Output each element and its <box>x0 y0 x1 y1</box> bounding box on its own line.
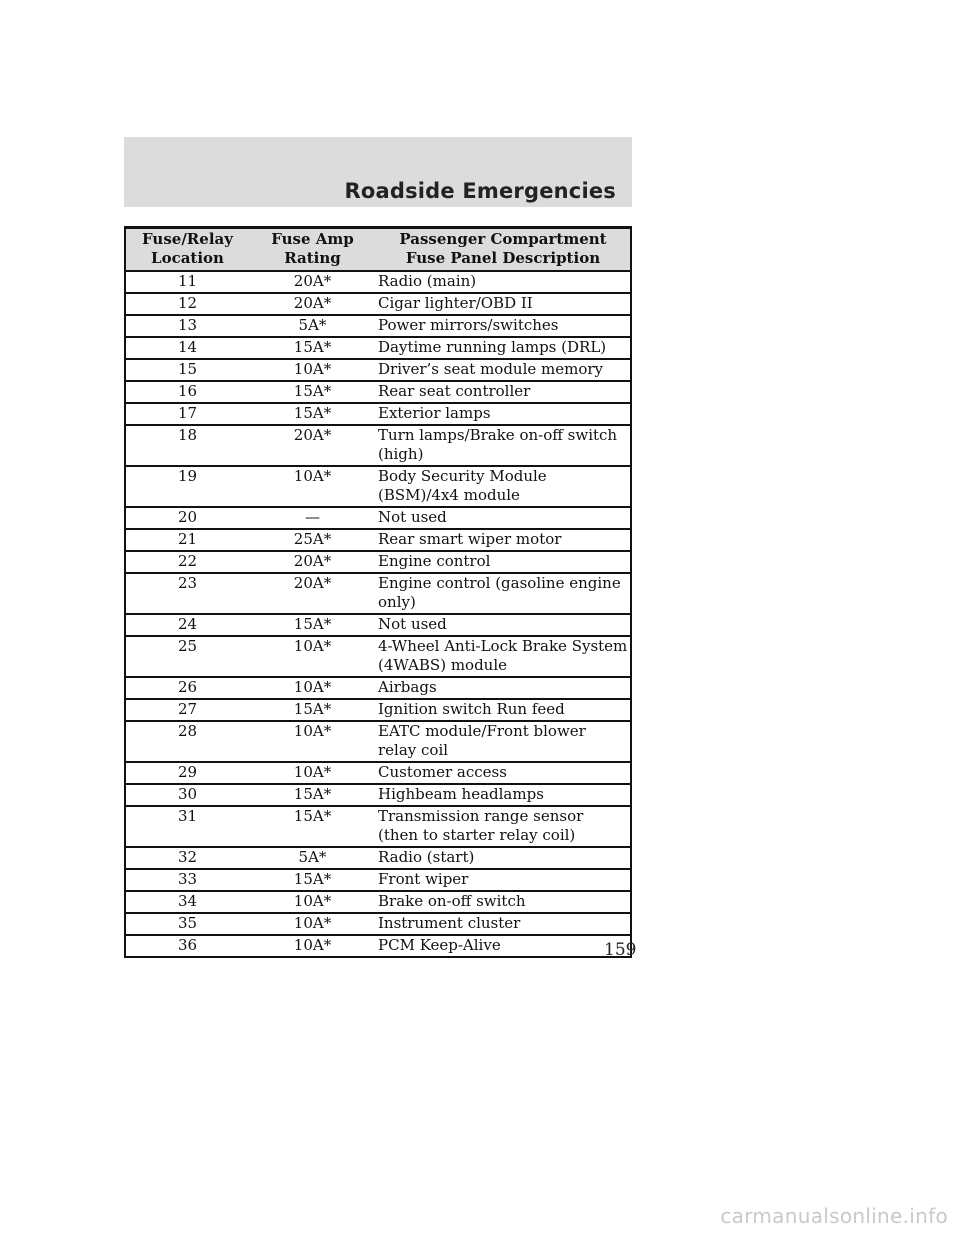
fuse-description-cell: Radio (start) <box>374 847 632 869</box>
fuse-rating-cell: 10A* <box>251 762 374 784</box>
fuse-description-cell: Rear seat controller <box>374 381 632 403</box>
table-row <box>124 359 632 381</box>
table-row <box>124 869 632 891</box>
fuse-rating-cell: 10A* <box>251 359 374 381</box>
table-row <box>124 891 632 913</box>
fuse-rating-cell: 10A* <box>251 677 374 699</box>
fuse-location-cell: 28 <box>124 721 251 762</box>
fuse-description-cell: Exterior lamps <box>374 403 632 425</box>
table-row <box>124 425 632 466</box>
table-row <box>124 573 632 614</box>
table-header-row <box>124 228 632 272</box>
column-header-location: Fuse/Relay Location <box>124 228 251 272</box>
section-title: Roadside Emergencies <box>344 179 616 203</box>
fuse-description-cell: Engine control (gasoline engine only) <box>374 573 632 614</box>
fuse-location-cell: 26 <box>124 677 251 699</box>
fuse-location-cell: 14 <box>124 337 251 359</box>
table-body <box>124 271 632 957</box>
fuse-location-cell: 30 <box>124 784 251 806</box>
fuse-rating-cell: 15A* <box>251 381 374 403</box>
fuse-location-cell: 25 <box>124 636 251 677</box>
fuse-rating-cell: 5A* <box>251 847 374 869</box>
fuse-description-cell: Rear smart wiper motor <box>374 529 632 551</box>
table-row <box>124 806 632 847</box>
fuse-location-cell: 12 <box>124 293 251 315</box>
fuse-rating-cell: 20A* <box>251 271 374 293</box>
fuse-location-cell: 21 <box>124 529 251 551</box>
fuse-location-cell: 15 <box>124 359 251 381</box>
table-row <box>124 677 632 699</box>
fuse-description-cell: Not used <box>374 507 632 529</box>
watermark: carmanualsonline.info <box>720 1204 948 1228</box>
table-row <box>124 315 632 337</box>
fuse-description-cell: Customer access <box>374 762 632 784</box>
table-row <box>124 762 632 784</box>
table-row <box>124 935 632 957</box>
fuse-description-cell: Highbeam headlamps <box>374 784 632 806</box>
fuse-description-cell: Cigar lighter/OBD II <box>374 293 632 315</box>
fuse-description-cell: Front wiper <box>374 869 632 891</box>
column-header-rating: Fuse Amp Rating <box>251 228 374 272</box>
fuse-rating-cell: 10A* <box>251 466 374 507</box>
fuse-location-cell: 31 <box>124 806 251 847</box>
fuse-description-cell: Body Security Module (BSM)/4x4 module <box>374 466 632 507</box>
fuse-location-cell: 33 <box>124 869 251 891</box>
table-row <box>124 529 632 551</box>
fuse-location-cell: 16 <box>124 381 251 403</box>
table-row <box>124 507 632 529</box>
table-row <box>124 614 632 636</box>
fuse-description-cell: 4-Wheel Anti-Lock Brake System (4WABS) module <box>374 636 632 677</box>
fuse-location-cell: 32 <box>124 847 251 869</box>
fuse-rating-cell: 15A* <box>251 614 374 636</box>
fuse-rating-cell: 20A* <box>251 573 374 614</box>
table-row <box>124 699 632 721</box>
page-number: 159 <box>604 940 637 960</box>
fuse-location-cell: 18 <box>124 425 251 466</box>
fuse-description-cell: Ignition switch Run feed <box>374 699 632 721</box>
fuse-rating-cell: 15A* <box>251 869 374 891</box>
fuse-description-cell: Brake on-off switch <box>374 891 632 913</box>
table-row <box>124 636 632 677</box>
table-row <box>124 784 632 806</box>
fuse-rating-cell: 10A* <box>251 891 374 913</box>
fuse-location-cell: 36 <box>124 935 251 957</box>
table-row <box>124 293 632 315</box>
fuse-rating-cell: 5A* <box>251 315 374 337</box>
table-row <box>124 721 632 762</box>
fuse-rating-cell: 10A* <box>251 636 374 677</box>
fuse-description-cell: Instrument cluster <box>374 913 632 935</box>
fuse-rating-cell: 20A* <box>251 551 374 573</box>
table-row <box>124 913 632 935</box>
table-row <box>124 847 632 869</box>
fuse-rating-cell: 20A* <box>251 425 374 466</box>
fuse-location-cell: 13 <box>124 315 251 337</box>
fuse-location-cell: 35 <box>124 913 251 935</box>
fuse-rating-cell: 10A* <box>251 913 374 935</box>
fuse-description-cell: Driver’s seat module memory <box>374 359 632 381</box>
fuse-description-cell: Transmission range sensor (then to starter relay coil) <box>374 806 632 847</box>
fuse-rating-cell: 15A* <box>251 699 374 721</box>
fuse-rating-cell: 15A* <box>251 784 374 806</box>
table-row <box>124 466 632 507</box>
fuse-description-cell: Power mirrors/switches <box>374 315 632 337</box>
column-header-description: Passenger Compartment Fuse Panel Description <box>374 228 632 272</box>
fuse-rating-cell: 15A* <box>251 806 374 847</box>
fuse-description-cell: Engine control <box>374 551 632 573</box>
fuse-location-cell: 11 <box>124 271 251 293</box>
fuse-rating-cell: 10A* <box>251 721 374 762</box>
fuse-description-cell: Airbags <box>374 677 632 699</box>
table-row <box>124 403 632 425</box>
fuse-location-cell: 24 <box>124 614 251 636</box>
fuse-location-cell: 19 <box>124 466 251 507</box>
fuse-location-cell: 34 <box>124 891 251 913</box>
fuse-description-cell: Not used <box>374 614 632 636</box>
fuse-description-cell: EATC module/Front blower relay coil <box>374 721 632 762</box>
fuse-rating-cell: 20A* <box>251 293 374 315</box>
fuse-description-cell: Daytime running lamps (DRL) <box>374 337 632 359</box>
section-header-band <box>124 137 632 207</box>
fuse-rating-cell: 15A* <box>251 403 374 425</box>
fuse-description-cell: Turn lamps/Brake on-off switch (high) <box>374 425 632 466</box>
table-row <box>124 551 632 573</box>
fuse-description-cell: Radio (main) <box>374 271 632 293</box>
fuse-rating-cell: 25A* <box>251 529 374 551</box>
table-row <box>124 381 632 403</box>
table-row <box>124 337 632 359</box>
fuse-location-cell: 22 <box>124 551 251 573</box>
table-row <box>124 271 632 293</box>
fuse-location-cell: 17 <box>124 403 251 425</box>
fuse-location-cell: 23 <box>124 573 251 614</box>
fuse-description-cell: PCM Keep-Alive <box>374 935 632 957</box>
fuse-location-cell: 20 <box>124 507 251 529</box>
fuse-location-cell: 29 <box>124 762 251 784</box>
fuse-rating-cell: 15A* <box>251 337 374 359</box>
fuse-location-cell: 27 <box>124 699 251 721</box>
fuse-rating-cell: — <box>251 507 374 529</box>
fuse-table <box>124 226 632 958</box>
fuse-rating-cell: 10A* <box>251 935 374 957</box>
